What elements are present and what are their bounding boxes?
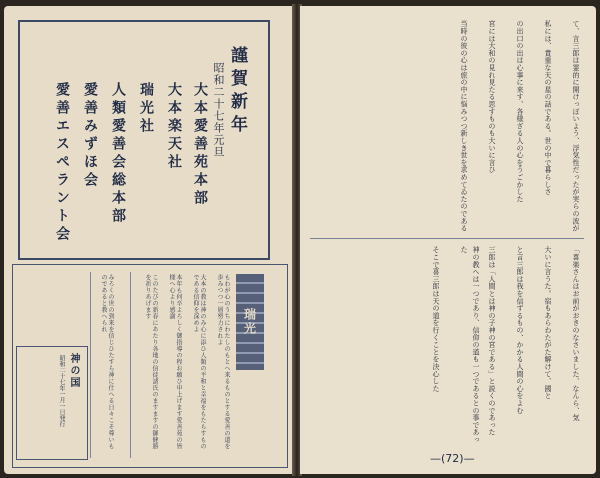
text-column: そこで喜三郎は天の道を行くことを決心した	[432, 246, 440, 392]
text-column: 私には、貴重な天の星の話である。世の中で暮らしさ	[544, 20, 552, 196]
text-column: 「喜楽さんはお前がおきのなさいました、なんら、気	[572, 246, 580, 422]
colophon-title: 神の国	[68, 353, 79, 389]
text-column: このたびの新春にあたり各地の信徒諸氏のますますの御健勝を祈りあげます	[144, 274, 158, 450]
text-column: 宮には大和の見れ見たる思すものも大いに言ひ	[488, 20, 496, 174]
right-page	[300, 6, 596, 474]
text-column: 三郎は「人間とは神の子神の宮である」と説くのであった	[488, 246, 496, 436]
org-name: 人類愛善会総本部	[110, 82, 126, 226]
org-name: 大本愛善苑本部	[192, 82, 208, 208]
text-column: て、言三郎は霊的に開けっぽいよう、浮気性だったが実らの波が	[572, 20, 580, 232]
text-column: 当時の彼の心は旅の中に悩みつつ新しき世を求めてゐたのである	[460, 20, 468, 232]
text-column: 本年も何卒よろしく御指導の程お願ひ申上げます愛善苑の皆様へ心より感謝	[168, 274, 182, 450]
page-number: —(72)—	[430, 452, 475, 465]
org-name: 愛善みずほ会	[82, 82, 98, 190]
left-page	[4, 6, 294, 474]
section-rule	[310, 238, 584, 239]
new-year-ad	[18, 20, 270, 260]
text-column: 神の教へは一つであり、信仰の道も一つであるとの事であった	[460, 246, 480, 444]
text-column: の出口の出は心事に来す、各様ざる人の心をうごかした	[516, 20, 524, 203]
org-name: 瑞光社	[138, 82, 154, 136]
stamp-label: 瑞光	[242, 308, 257, 336]
text-column: もわが心のうちにわたしのもとへ来るものとする愛善の道を歩みつつ一層努力されよ	[216, 274, 230, 450]
greeting-title: 謹賀新年	[227, 46, 247, 138]
text-column: みろくの世の到来を信じひたすら神に仕へる日々こそ尊いものであると教へられ	[100, 274, 114, 450]
colophon-box	[16, 346, 88, 460]
text-column: と言三郎は我を信ずるもの、かかる人間の心をよむ	[516, 246, 524, 414]
org-name: 愛善エスペラント会	[54, 82, 70, 244]
text-column: 大本の教は神のみ心に添ひ人類の平和と幸福をもたらすものである信仰を深めよ	[192, 274, 206, 450]
org-name: 大本楽天社	[166, 82, 182, 172]
column-divider	[130, 272, 131, 458]
ad-date: 昭和二十七年元旦	[212, 62, 225, 158]
text-column: 大いに言うた。宿もあらわたがた解けて、國と	[544, 246, 552, 400]
column-divider	[90, 272, 91, 458]
colophon-text: 昭和二十七年一月一日発行	[58, 355, 65, 427]
